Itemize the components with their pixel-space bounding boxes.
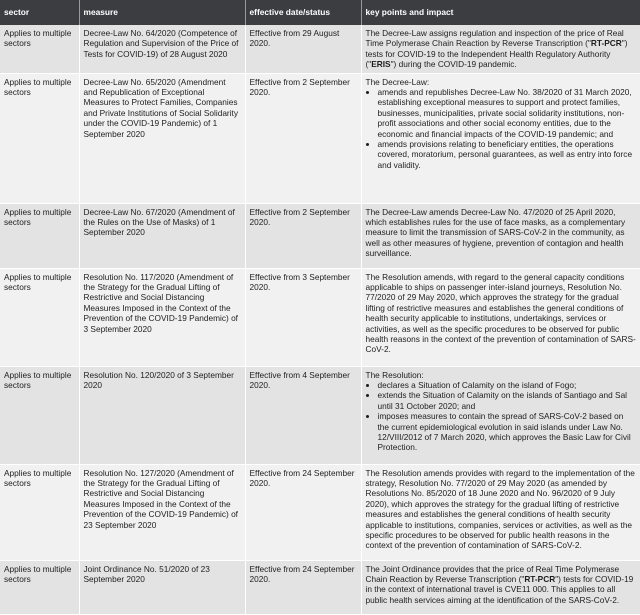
sector-cell: Applies to multiple sectors (0, 73, 79, 203)
table-row (0, 366, 640, 464)
sector-cell: Applies to multiple sectors (0, 203, 79, 268)
measure-cell: Resolution No. 120/2020 of 3 September 2020 (79, 366, 245, 464)
measure-cell: Resolution No. 117/2020 (Amendment of the Strategy for the Gradual Lifting of Restrictive and Social Distancing Measures Imposed in the Context of the Prevention of the COVID-19 Pandemic) of 3 September 2020 (79, 268, 245, 366)
effective-date-cell: Effective from 29 August 2020. (245, 25, 361, 73)
key-points-cell (361, 366, 640, 464)
measure-cell: Resolution No. 127/2020 (Amendment of the Strategy for the Gradual Lifting of Restrictive and Social Distancing Measures Imposed in the Context of the Prevention of the COVID-19 Pandemic) of 23 September 2020 (79, 464, 245, 560)
table-header-row (0, 0, 640, 25)
sector-cell: Applies to multiple sectors (0, 560, 79, 614)
key-points-cell (361, 25, 640, 73)
impact-bullet: • imposes measures to contain the spread of SARS-CoV-2 based on the current epidemiological evolution in said islands under Law No. 12/VIII/2012 of 7 March 2020, which approves the Basic Law for Civil Protection. (378, 411, 637, 453)
sector-cell: Applies to multiple sectors (0, 366, 79, 464)
impact-bullet-list (366, 87, 637, 170)
measure-cell: Decree-Law No. 65/2020 (Amendment and Republication of Exceptional Measures to Protect Families, Companies and Private Institutions of Social Solidarity under the COVID-19 Pandemic) of 1 September 2020 (79, 73, 245, 203)
impact-bullet: • amends provisions relating to beneficiary entities, the operations covered, moratorium, personal guarantees, as well as entry into force and validity. (378, 139, 637, 170)
effective-date-cell: Effective from 3 September 2020. (245, 268, 361, 366)
impact-bold-term: RT-PCR (524, 574, 556, 585)
key-points-cell (361, 73, 640, 203)
key-points-cell: The Resolution amends, with regard to the general capacity conditions applicable to ships on passenger inter-island journeys, Resolution No. 77/2020 of 29 May 2020, which approves the strategy for the gradual lifting of restrictive measures and establishes the general conditions of health security applicable to institutions, undertakings, services or activities, as well as the specific procedures to be observed for public health reasons in the context of the prevention of contamination of SARS-CoV-2. (361, 268, 640, 366)
key-points-cell: The Decree-Law amends Decree-Law No. 47/2020 of 25 April 2020, which establishes rules for the use of face masks, as a complementary measure to limit the transmission of SARS-CoV-2 in the community, as well as other measures of hygiene, prevention of contagion and health surveillance. (361, 203, 640, 268)
measure-cell: Decree-Law No. 64/2020 (Competence of Regulation and Supervision of the Price of Tests for COVID-19) of 28 August 2020 (79, 25, 245, 73)
impact-bold-term: ERIS (371, 59, 391, 70)
impact-bold-term: RT-PCR (590, 38, 622, 49)
table-row (0, 560, 640, 614)
table-row (0, 73, 640, 203)
table-row (0, 25, 640, 73)
effective-date-cell: Effective from 2 September 2020. (245, 73, 361, 203)
sector-cell: Applies to multiple sectors (0, 464, 79, 560)
table-row (0, 268, 640, 366)
column-header-measure: measure (79, 0, 245, 25)
key-points-cell (361, 560, 640, 614)
impact-bullet-list (366, 380, 637, 453)
impact-text: The Joint Ordinance provides that the price of Real Time Polymerase Chain Reaction by Reverse Transcription (" (365, 563, 620, 585)
measure-cell: Joint Ordinance No. 51/2020 of 23 September 2020 (79, 560, 245, 614)
impact-text: ") tests for COVID-19 to the Independent Health Regulatory Authority (" (365, 38, 628, 70)
impact-bullet: • amends and republishes Decree-Law No. 38/2020 of 31 March 2020, establishing exceptional measures to support and protect families, businesses, municipalities, private social solidarity institutions, non-profit associations and other social economy entities, due to the economic and financial impacts of the COVID-19 pandemic; and (378, 87, 637, 139)
impact-text: The Decree-Law assigns regulation and inspection of the price of Real Time Polymerase Chain Reaction by Reverse Transcription (" (365, 28, 624, 49)
impact-bullet: • declares a Situation of Calamity on the island of Fogo; (378, 380, 637, 390)
sector-cell: Applies to multiple sectors (0, 268, 79, 366)
impact-text: ") tests for COVID-19 in the context of international travel is CVE11 000. This applies to all public health services aiming at the identification of the SARS-CoV-2. (365, 574, 634, 605)
sector-cell: Applies to multiple sectors (0, 25, 79, 73)
table-row (0, 203, 640, 268)
effective-date-cell: Effective from 24 September 2020. (245, 560, 361, 614)
impact-intro: The Resolution: (365, 369, 424, 380)
impact-intro: The Decree-Law: (365, 76, 430, 87)
impact-bullet: • extends the Situation of Calamity on the islands of Santiago and Sal until 31 October 2020; and (378, 390, 637, 411)
measure-cell: Decree-Law No. 67/2020 (Amendment of the Rules on the Use of Masks) of 1 September 2020 (79, 203, 245, 268)
key-points-cell: The Resolution amends provides with regard to the implementation of the strategy, Resolution No. 77/2020 of 29 May 2020 (as amended by Resolutions No. 85/2020 of 18 June 2020 and No. 96/2020 of 9 July 2020), which approves the strategy for the gradual lifting of restrictive measures and establishes the general conditions of health security applicable to institutions, companies, services or activities, as well as the specific procedures to be observed for public health reasons in the context of the prevention of contamination of SARS-CoV-2. (361, 464, 640, 560)
effective-date-cell: Effective from 24 September 2020. (245, 464, 361, 560)
column-header-effective-date: effective date/status (245, 0, 361, 25)
column-header-key-points: key points and impact (361, 0, 640, 25)
impact-text: ") during the COVID-19 pandemic. (390, 59, 517, 70)
column-header-sector: sector (0, 0, 79, 25)
table-row (0, 464, 640, 560)
effective-date-cell: Effective from 2 September 2020. (245, 203, 361, 268)
effective-date-cell: Effective from 4 September 2020. (245, 366, 361, 464)
